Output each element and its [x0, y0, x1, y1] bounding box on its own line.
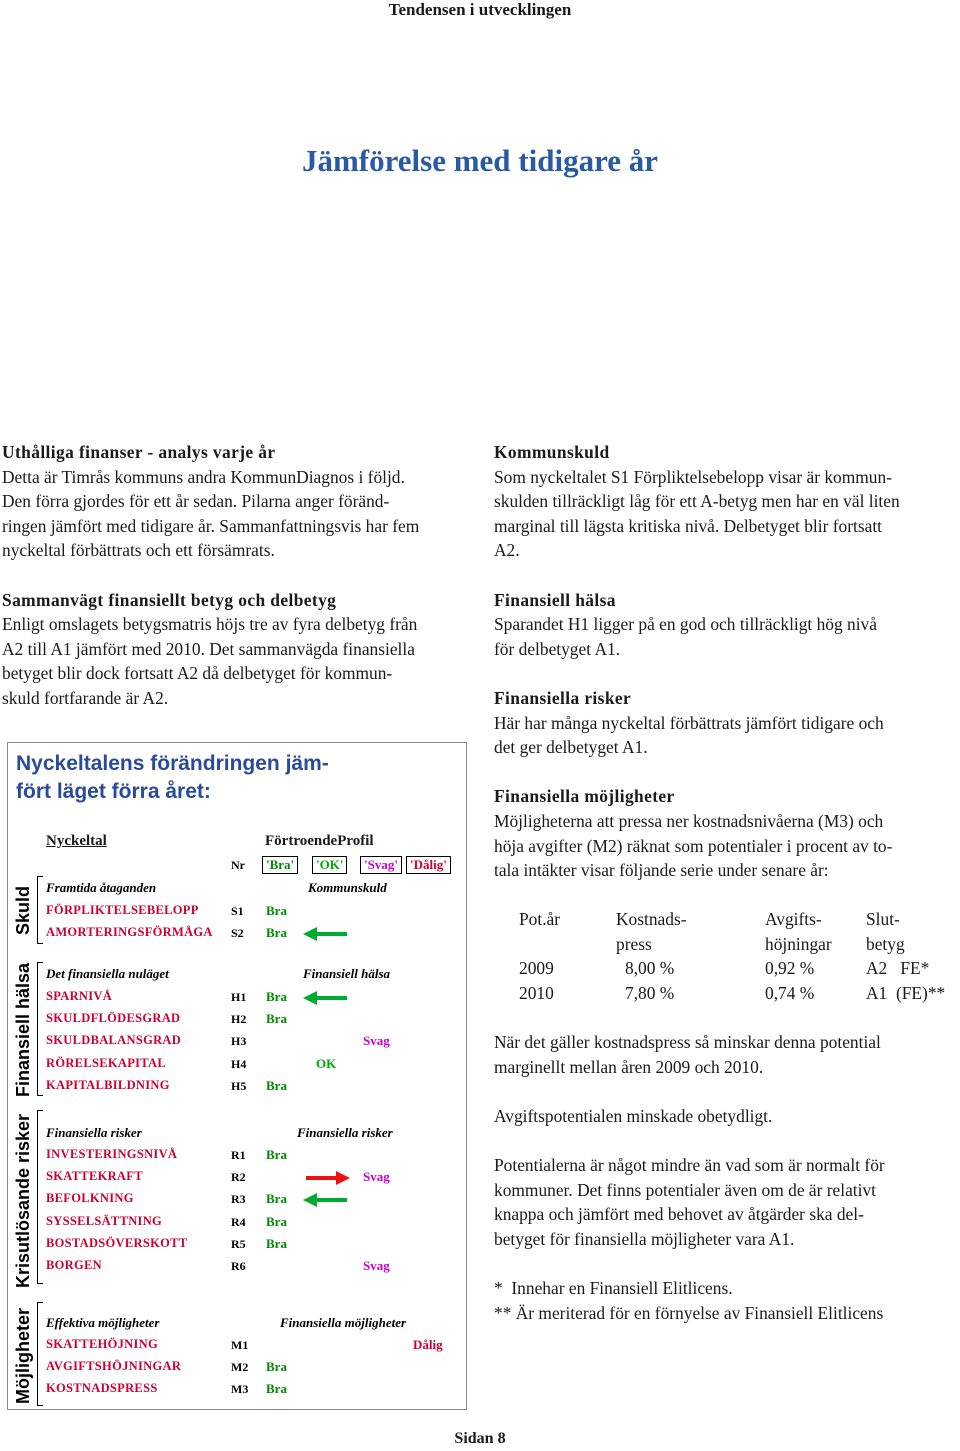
group-bracket: [37, 1110, 43, 1284]
text-line: Sparandet H1 ligger på en god och tillräckligt hög nivå: [494, 614, 877, 635]
profile-col-bra: 'Bra': [262, 856, 298, 874]
table-row: [494, 956, 960, 981]
profile-col-dalig: 'Dålig': [406, 856, 451, 874]
table-header: press: [616, 933, 652, 954]
rating-svag: Svag: [363, 1033, 390, 1049]
group-profile-label: Kommunskuld: [308, 880, 387, 895]
page-header: Tendensen i utvecklingen: [388, 0, 572, 19]
footnote: ** Är meriterad för en förnyelse av Finansiell Elitlicens: [494, 1302, 884, 1323]
side-label-mojligheter: Möjligheter: [13, 1307, 33, 1404]
text-line: marginal till lägsta kritiska nivå. Delbetyget blir fortsatt: [494, 515, 882, 536]
footnote: * Innehar en Finansiell Elitlicens.: [494, 1278, 733, 1299]
rating-bra: Bra: [266, 1011, 287, 1027]
text-line: skulden tillräckligt låg för ett A-betyg men har en väl liten: [494, 491, 900, 512]
group-category: Det finansiella nuläget: [46, 966, 169, 981]
col-header-profil: FörtroendeProfil: [265, 833, 374, 849]
indicator-name: FÖRPLIKTELSEBELOPP: [46, 903, 199, 917]
text-line: Detta är Timrås kommuns andra KommunDiagnos i följd.: [2, 466, 405, 487]
indicator-nr: S2: [231, 926, 244, 941]
indicator-name: SPARNIVÅ: [46, 989, 113, 1003]
group-bracket: [37, 1302, 43, 1406]
text-line: skuld fortfarande är A2.: [2, 687, 169, 708]
indicator-name: AMORTERINGSFÖRMÅGA: [46, 925, 213, 940]
indicator-name: SKATTEKRAFT: [46, 1169, 143, 1184]
indicator-name: KAPITALBILDNING: [46, 1077, 170, 1092]
text-line: A2.: [494, 540, 520, 561]
rating-bra: Bra: [266, 1077, 287, 1093]
section-heading: Finansiell hälsa: [494, 589, 616, 610]
indicator-name: BOSTADSÖVERSKOTT: [46, 1235, 188, 1250]
indicator-nr: H5: [231, 1078, 247, 1093]
group-bracket: [37, 962, 43, 1096]
section-heading: Finansiella risker: [494, 687, 632, 708]
indicator-name: BEFOLKNING: [46, 1191, 134, 1206]
page-title: Jämförelse med tidigare år: [301, 143, 659, 178]
arrow-right-icon: [306, 1171, 350, 1185]
section-heading: Sammanvägt finansiellt betyg och delbetyg: [2, 589, 337, 610]
text-line: Som nyckeltalet S1 Förpliktelsebelopp visar är kommun-: [494, 466, 892, 487]
group-bracket: [37, 876, 43, 944]
rating-ok: OK: [316, 1055, 337, 1071]
rating-bra: Bra: [266, 1235, 287, 1251]
arrow-left-icon: [303, 927, 347, 941]
text-line: det ger delbetyget A1.: [494, 737, 648, 758]
table-header: Slut-: [866, 909, 900, 930]
indicator-nr: M3: [231, 1382, 249, 1397]
indicator-nr: S1: [231, 904, 244, 918]
potential-table: [494, 907, 960, 1005]
group-profile-label: Finansiella möjligheter: [280, 1315, 407, 1330]
text-line: betyget för finansiella möjligheter vara A1.: [494, 1229, 795, 1249]
text-line: betyget blir dock fortsatt A2 då delbetyget för kommun-: [2, 663, 393, 684]
rating-dålig: Dålig: [413, 1337, 443, 1352]
text-line: Avgiftspotentialen minskade obetydligt.: [494, 1106, 773, 1127]
indicator-nr: R4: [231, 1214, 246, 1229]
text-line: Enligt omslagets betygsmatris höjs tre av fyra delbetyg från: [2, 614, 418, 635]
text-line: för delbetyget A1.: [494, 638, 621, 659]
col-header-nr: Nr: [231, 858, 245, 872]
text-line: kommuner. Det finns potentialer även om de är relativt: [494, 1179, 876, 1200]
side-label-finansiell-halsa: Finansiell hälsa: [13, 962, 33, 1097]
table-header-row: [494, 907, 960, 932]
indicator-name: SKULDFLÖDESGRAD: [46, 1011, 181, 1026]
section-heading: Kommunskuld: [494, 442, 610, 462]
indicator-nr: M2: [231, 1360, 249, 1375]
rating-svag: Svag: [363, 1169, 390, 1185]
box-title-line: fört läget förra året:: [16, 780, 211, 803]
table-header-row: [494, 932, 960, 957]
group-category: Finansiella risker: [46, 1125, 142, 1140]
table-cell: A1 (FE)**: [866, 983, 946, 1004]
indicator-nr: H1: [231, 990, 247, 1004]
indicator-name: AVGIFTSHÖJNINGAR: [46, 1359, 182, 1374]
text-line: Möjligheterna att pressa ner kostnadsnivåerna (M3) och: [494, 810, 884, 831]
text-line: Den förra gjordes för ett år sedan. Pilarna anger föränd-: [2, 491, 390, 512]
indicator-nr: R3: [231, 1192, 246, 1207]
table-header: höjningar: [765, 933, 832, 954]
arrow-left-icon: [303, 991, 347, 1005]
indicator-name: SYSSELSÄTTNING: [46, 1213, 163, 1228]
rating-bra: Bra: [266, 1191, 287, 1207]
text-line: knappa och jämfört med behovet av åtgärder ska del-: [494, 1204, 864, 1225]
table-cell: 8,00 %: [625, 958, 675, 979]
table-header: betyg: [866, 933, 905, 954]
table-cell: A2 FE*: [866, 958, 930, 979]
indicator-nr: H4: [231, 1056, 247, 1071]
indicator-nr: R5: [231, 1236, 246, 1251]
side-label-skuld: Skuld: [13, 885, 33, 935]
text-line: marginellt mellan åren 2009 och 2010.: [494, 1056, 764, 1077]
text-line: nyckeltal förbättrats och ett försämrats.: [2, 540, 275, 561]
group-profile-label: Finansiell hälsa: [303, 966, 391, 981]
indicator-name: INVESTERINGSNIVÅ: [46, 1147, 178, 1161]
rating-bra: Bra: [266, 925, 287, 941]
indicator-name: BORGEN: [46, 1258, 102, 1272]
side-label-risker: Krisutlösande risker: [13, 1113, 33, 1288]
group-profile-label: Finansiella risker: [297, 1125, 393, 1140]
indicator-name: SKULDBALANSGRAD: [46, 1033, 182, 1048]
rating-bra: Bra: [266, 1147, 287, 1162]
text-line: A2 till A1 jämfört med 2010. Det sammanvägda finansiella: [2, 638, 415, 659]
indicator-nr: R1: [231, 1148, 246, 1162]
rating-svag: Svag: [363, 1258, 390, 1273]
rating-bra: Bra: [266, 1381, 287, 1397]
text-line: ringen jämfört med tidigare år. Sammanfattningsvis har fem: [2, 515, 420, 536]
group-category: Framtida åtaganden: [46, 880, 157, 895]
table-header: Avgifts-: [765, 909, 822, 930]
profile-col-svag: 'Svag': [360, 856, 402, 874]
box-title-line: Nyckeltalens förändringen jäm-: [16, 752, 329, 775]
indicator-name: RÖRELSEKAPITAL: [46, 1055, 166, 1070]
rating-bra: Bra: [266, 903, 287, 918]
section-heading: Finansiella möjligheter: [494, 786, 675, 807]
table-cell: 7,80 %: [625, 983, 675, 1004]
profile-col-ok: 'OK': [312, 856, 347, 874]
text-line: tala intäkter visar följande serie under senare år:: [494, 860, 829, 881]
indicator-nr: R6: [231, 1259, 246, 1273]
text-line: När det gäller kostnadspress så minskar denna potential: [494, 1032, 881, 1053]
group-category: Effektiva möjligheter: [46, 1315, 160, 1330]
section-heading: Uthålliga finanser - analys varje år: [2, 442, 276, 462]
rating-bra: Bra: [266, 1213, 287, 1229]
text-line: höja avgifter (M2) räknat som potentialer i procent av to-: [494, 835, 893, 856]
table-cell: 2009: [519, 958, 554, 979]
col-header-nyckeltal: Nyckeltal: [46, 833, 107, 849]
box-title: [16, 750, 356, 806]
arrow-left-icon: [303, 1193, 347, 1207]
rating-bra: Bra: [266, 1359, 287, 1375]
table-cell: 0,74 %: [765, 983, 815, 1004]
indicator-nr: R2: [231, 1170, 246, 1185]
indicator-nr: H2: [231, 1012, 247, 1027]
table-row: [494, 981, 960, 1006]
indicator-name: SKATTEHÖJNING: [46, 1337, 159, 1351]
indicator-nr: M1: [231, 1338, 249, 1352]
rating-bra: Bra: [266, 989, 287, 1004]
text-line: Potentialerna är något mindre än vad som är normalt för: [494, 1155, 885, 1176]
text-line: Här har många nyckeltal förbättrats jämfört tidigare och: [494, 712, 884, 733]
left-column: [2, 440, 472, 711]
right-column: [494, 440, 960, 1325]
table-header: Pot.år: [519, 909, 561, 930]
indicator-name: KOSTNADSPRESS: [46, 1381, 158, 1396]
indicator-nr: H3: [231, 1034, 247, 1049]
table-cell: 0,92 %: [765, 958, 815, 979]
page-number: Sidan 8: [454, 1430, 506, 1447]
table-cell: 2010: [519, 983, 554, 1004]
table-header: Kostnads-: [616, 909, 687, 930]
